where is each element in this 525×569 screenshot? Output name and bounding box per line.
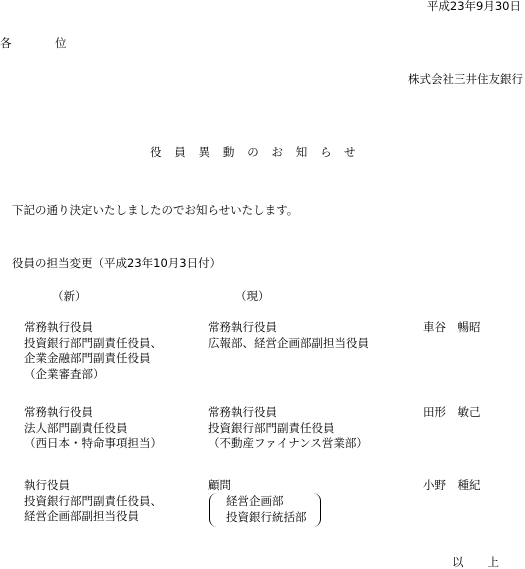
role-line: 執行役員 (24, 478, 70, 492)
role-line: 経営企画部副担当役員 (24, 509, 139, 523)
role-line: 法人部門副責任役員 (24, 420, 128, 435)
column-header-current: （現） (235, 289, 270, 303)
entry-2-current-role (208, 407, 368, 454)
entry-1-current-role (208, 322, 369, 353)
intro-text: 下記の通り決定いたしましたのでお知らせいたします。 (12, 203, 299, 217)
role-line: 顧問 (208, 478, 231, 492)
document-title: 役員異動のお知らせ (150, 145, 369, 159)
department-line: 投資銀行統括部 (226, 509, 307, 524)
role-line: 常務執行役員 (208, 405, 277, 419)
department-line: 経営企画部 (226, 494, 284, 508)
role-line: （不動産ファイナンス営業部） (208, 436, 368, 450)
entry-2-name: 田形 敏己 (423, 405, 481, 419)
company-name: 株式会社三井住友銀行 (408, 72, 523, 86)
column-header-new: （新） (52, 289, 87, 303)
entry-3-name: 小野 種紀 (423, 478, 481, 492)
role-line: 投資銀行部門副責任役員 (208, 420, 335, 435)
role-line: （西日本・特命事項担当） (24, 436, 162, 450)
entry-1-new-role (24, 322, 162, 384)
entry-3-current-departments (226, 496, 307, 527)
role-line: 企業金融部門副責任役員 (24, 351, 151, 365)
section-title: 役員の担当変更（平成23年10月3日付） (12, 256, 222, 270)
entry-1-name: 車谷 暢昭 (423, 320, 481, 334)
role-line: 常務執行役員 (24, 320, 93, 334)
role-line: 投資銀行部門副責任役員、 (24, 335, 162, 350)
entry-3-new-role (24, 480, 162, 527)
role-line: （企業審査部） (24, 366, 105, 381)
role-line: 広報部、経営企画部副担当役員 (208, 335, 369, 350)
role-line: 常務執行役員 (24, 405, 93, 419)
closing-mark: 以上 (452, 555, 523, 569)
document-date: 平成23年9月30日 (426, 0, 521, 13)
addressee: 各 位 (0, 36, 83, 50)
role-line: 投資銀行部門副責任役員、 (24, 493, 162, 508)
role-line: 常務執行役員 (208, 320, 277, 334)
entry-2-new-role (24, 407, 162, 454)
